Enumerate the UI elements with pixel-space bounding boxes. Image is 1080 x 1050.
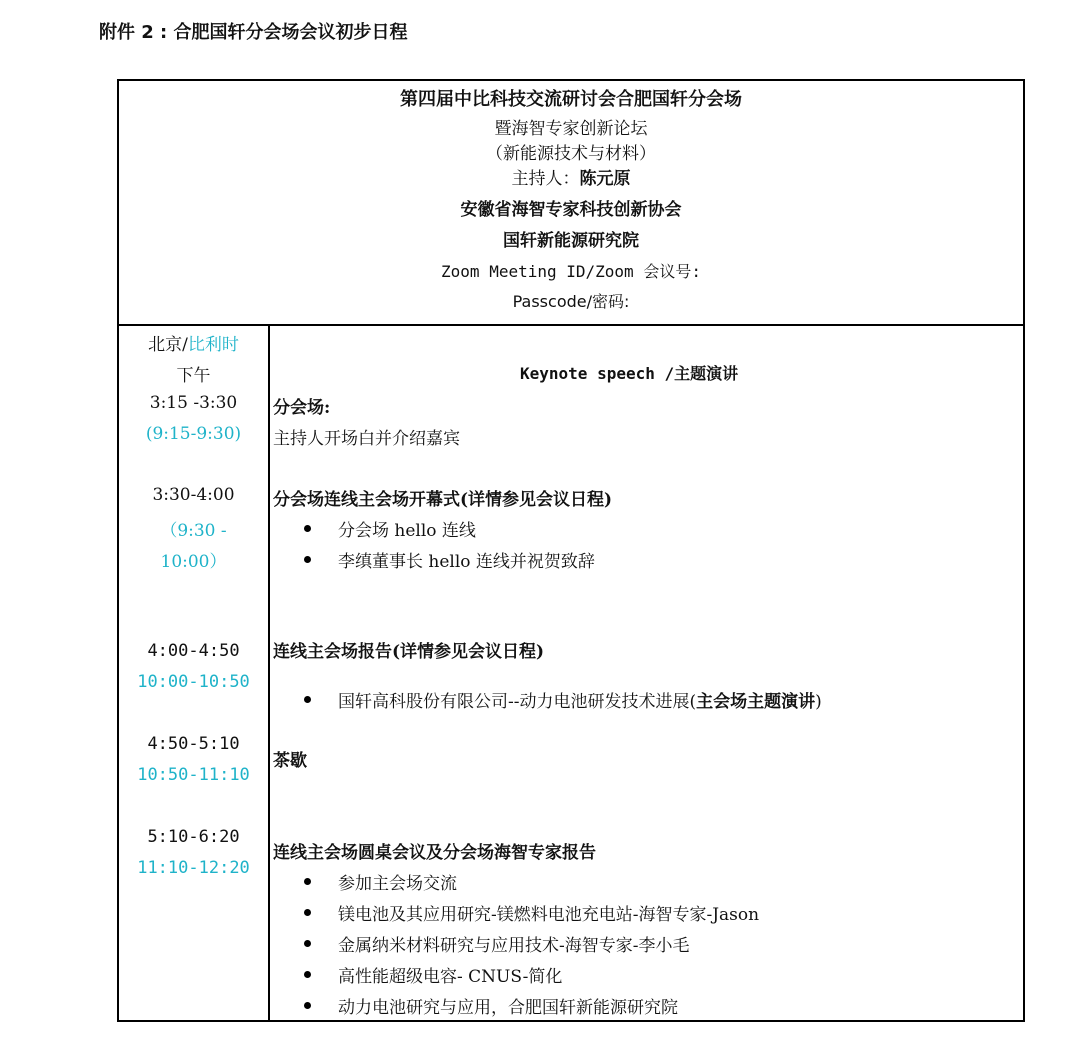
session-line: 主持人开场白并介绍嘉宾 <box>273 429 460 449</box>
meeting-theme: （新能源技术与材料） <box>486 144 656 164</box>
meeting-subtitle: 暨海智专家创新论坛 <box>494 119 648 139</box>
belgium-label: 比利时 <box>187 335 239 355</box>
list-item-text <box>338 687 822 712</box>
belgium-time: 11:10-12:20 <box>137 858 250 878</box>
beijing-time: 4:00-4:50 <box>147 641 240 661</box>
keynote-heading: Keynote speech /主题演讲 <box>520 364 739 383</box>
list-item-text: 动力电池研究与应用，合肥国轩新能源研究院 <box>338 998 678 1018</box>
organizer-1: 安徽省海智专家科技创新协会 <box>460 200 682 220</box>
belgium-time: （9:30 - <box>160 521 227 541</box>
host-name: 陈元原 <box>579 169 631 189</box>
beijing-label: 北京/ <box>148 335 188 355</box>
passcode: Passcode/密码: <box>512 292 630 311</box>
meeting-header <box>119 81 1023 326</box>
list-item-text: 镁电池及其应用研究-镁燃料电池充电站-海智专家-Jason <box>338 905 760 925</box>
host-line <box>119 164 1023 189</box>
list-item-text: 高性能超级电容- CNUS-简化 <box>338 967 563 987</box>
list-item-text: 李缜董事长 hello 连线并祝贺致辞 <box>338 552 595 572</box>
session-title: 茶歇 <box>273 751 307 771</box>
list-item-text-main: 国轩高科股份有限公司--动力电池研发技术进展( <box>338 692 697 712</box>
belgium-time: (9:15-9:30) <box>145 424 242 444</box>
list-item-text-bold: 主会场主题演讲 <box>696 692 816 712</box>
schedule-table <box>117 79 1025 1022</box>
session-title: 分会场: <box>273 398 331 418</box>
organizer-2: 国轩新能源研究院 <box>503 231 639 251</box>
session-title: 分会场连线主会场开幕式(详情参见会议日程) <box>273 490 613 510</box>
list-item-text: 分会场 hello 连线 <box>338 521 476 541</box>
host-label: 主持人： <box>511 169 580 189</box>
list-item-text: 金属纳米材料研究与应用技术-海智专家-李小毛 <box>338 936 690 956</box>
time-column <box>119 326 270 1020</box>
beijing-time: 3:30-4:00 <box>152 485 235 505</box>
afternoon-label: 下午 <box>176 366 211 386</box>
meeting-title: 第四届中比科技交流研讨会合肥国轩分会场 <box>400 89 742 110</box>
belgium-time: 10:00） <box>160 552 227 572</box>
zoom-meeting-id: Zoom Meeting ID/Zoom 会议号: <box>441 262 701 281</box>
beijing-time: 4:50-5:10 <box>147 734 240 754</box>
time-zone-header <box>119 330 268 355</box>
beijing-time: 5:10-6:20 <box>147 827 240 847</box>
attachment-title: 附件 2 : 合肥国轩分会场会议初步日程 <box>99 22 408 43</box>
list-item-text: 参加主会场交流 <box>338 874 457 894</box>
list-item-text-end: ) <box>815 692 822 712</box>
belgium-time: 10:00-10:50 <box>137 672 250 692</box>
session-title: 连线主会场圆桌会议及分会场海智专家报告 <box>273 843 596 863</box>
belgium-time: 10:50-11:10 <box>137 765 250 785</box>
session-title: 连线主会场报告(详情参见会议日程) <box>273 642 545 662</box>
content-column <box>270 326 1023 1020</box>
beijing-time: 3:15 -3:30 <box>149 393 238 413</box>
